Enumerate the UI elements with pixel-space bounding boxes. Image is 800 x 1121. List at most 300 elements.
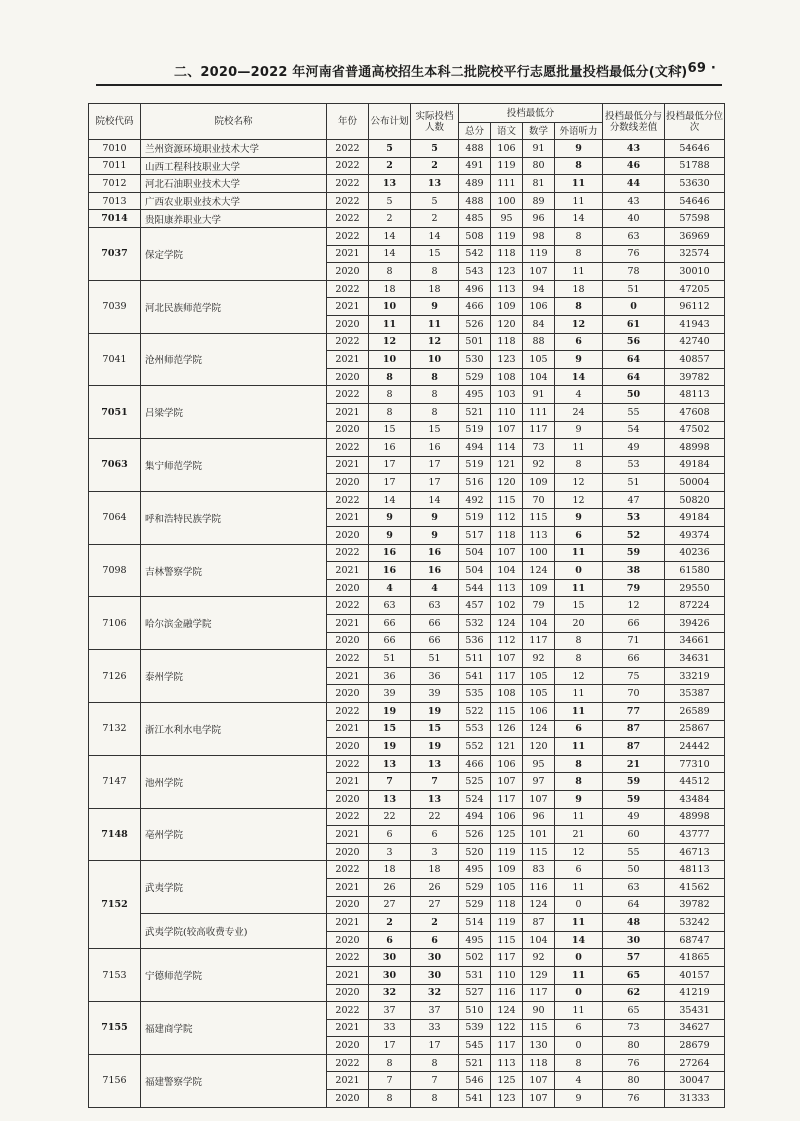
cell-math: 116 xyxy=(523,878,555,896)
cell-total: 541 xyxy=(459,1090,491,1108)
cell-math: 70 xyxy=(523,491,555,509)
cell-diff: 76 xyxy=(603,1090,665,1108)
cell-math: 115 xyxy=(523,843,555,861)
cell-math: 109 xyxy=(523,579,555,597)
cell-actual: 16 xyxy=(411,562,459,580)
cell-rank: 47608 xyxy=(665,403,725,421)
cell-year: 2022 xyxy=(327,650,369,668)
cell-listening: 8 xyxy=(555,632,603,650)
cell-rank: 40857 xyxy=(665,351,725,369)
cell-diff: 80 xyxy=(603,1072,665,1090)
cell-chinese: 105 xyxy=(491,878,523,896)
cell-math: 91 xyxy=(523,140,555,158)
cell-actual: 9 xyxy=(411,527,459,545)
header-math: 数学 xyxy=(523,123,555,140)
cell-chinese: 125 xyxy=(491,826,523,844)
cell-chinese: 118 xyxy=(491,527,523,545)
cell-year: 2021 xyxy=(327,298,369,316)
cell-year: 2022 xyxy=(327,175,369,193)
cell-diff: 44 xyxy=(603,175,665,193)
cell-rank: 46713 xyxy=(665,843,725,861)
cell-actual: 7 xyxy=(411,773,459,791)
cell-total: 542 xyxy=(459,245,491,263)
cell-plan: 14 xyxy=(369,227,411,245)
cell-year: 2021 xyxy=(327,245,369,263)
cell-code: 7153 xyxy=(89,949,141,1002)
cell-name: 山西工程科技职业大学 xyxy=(141,157,327,175)
header-plan: 公布计划 xyxy=(369,104,411,140)
cell-rank: 27264 xyxy=(665,1054,725,1072)
cell-rank: 47205 xyxy=(665,280,725,298)
cell-math: 107 xyxy=(523,1072,555,1090)
cell-plan: 6 xyxy=(369,931,411,949)
cell-rank: 50004 xyxy=(665,474,725,492)
cell-chinese: 107 xyxy=(491,650,523,668)
cell-math: 96 xyxy=(523,210,555,228)
cell-code: 7106 xyxy=(89,597,141,650)
table-row xyxy=(89,1054,725,1072)
cell-chinese: 108 xyxy=(491,685,523,703)
cell-math: 124 xyxy=(523,562,555,580)
cell-code: 7051 xyxy=(89,386,141,439)
cell-chinese: 126 xyxy=(491,720,523,738)
cell-diff: 65 xyxy=(603,1002,665,1020)
cell-listening: 11 xyxy=(555,914,603,932)
cell-year: 2020 xyxy=(327,368,369,386)
cell-year: 2022 xyxy=(327,333,369,351)
cell-year: 2022 xyxy=(327,703,369,721)
cell-actual: 9 xyxy=(411,509,459,527)
cell-listening: 11 xyxy=(555,579,603,597)
cell-year: 2021 xyxy=(327,562,369,580)
cell-code: 7012 xyxy=(89,175,141,193)
cell-plan: 2 xyxy=(369,210,411,228)
admission-table xyxy=(88,103,725,1108)
cell-chinese: 117 xyxy=(491,667,523,685)
cell-total: 541 xyxy=(459,667,491,685)
cell-actual: 8 xyxy=(411,1054,459,1072)
header-actual: 实际投档人数 xyxy=(411,104,459,140)
cell-actual: 66 xyxy=(411,615,459,633)
cell-code: 7037 xyxy=(89,227,141,280)
cell-total: 535 xyxy=(459,685,491,703)
cell-name: 保定学院 xyxy=(141,227,327,280)
header-chinese: 语文 xyxy=(491,123,523,140)
cell-diff: 51 xyxy=(603,280,665,298)
cell-diff: 55 xyxy=(603,403,665,421)
cell-code: 7155 xyxy=(89,1002,141,1055)
cell-name: 沧州师范学院 xyxy=(141,333,327,386)
cell-listening: 9 xyxy=(555,351,603,369)
cell-chinese: 123 xyxy=(491,1090,523,1108)
cell-rank: 49374 xyxy=(665,527,725,545)
cell-actual: 18 xyxy=(411,861,459,879)
cell-diff: 60 xyxy=(603,826,665,844)
cell-year: 2021 xyxy=(327,1072,369,1090)
cell-rank: 34631 xyxy=(665,650,725,668)
cell-listening: 12 xyxy=(555,474,603,492)
cell-plan: 17 xyxy=(369,474,411,492)
cell-name: 河北石油职业技术大学 xyxy=(141,175,327,193)
cell-code: 7152 xyxy=(89,861,141,949)
cell-chinese: 95 xyxy=(491,210,523,228)
cell-math: 107 xyxy=(523,263,555,281)
cell-name: 河北民族师范学院 xyxy=(141,280,327,333)
cell-listening: 9 xyxy=(555,1090,603,1108)
cell-actual: 9 xyxy=(411,298,459,316)
table-row xyxy=(89,192,725,210)
cell-chinese: 103 xyxy=(491,386,523,404)
table-row xyxy=(89,755,725,773)
cell-listening: 11 xyxy=(555,703,603,721)
cell-year: 2022 xyxy=(327,439,369,457)
cell-math: 92 xyxy=(523,456,555,474)
cell-plan: 19 xyxy=(369,703,411,721)
cell-chinese: 119 xyxy=(491,227,523,245)
cell-total: 511 xyxy=(459,650,491,668)
cell-listening: 21 xyxy=(555,826,603,844)
cell-math: 107 xyxy=(523,790,555,808)
cell-plan: 10 xyxy=(369,351,411,369)
cell-total: 543 xyxy=(459,263,491,281)
cell-code: 7147 xyxy=(89,755,141,808)
cell-math: 95 xyxy=(523,755,555,773)
cell-rank: 34627 xyxy=(665,1019,725,1037)
cell-math: 106 xyxy=(523,298,555,316)
cell-math: 107 xyxy=(523,1090,555,1108)
cell-plan: 19 xyxy=(369,738,411,756)
cell-rank: 34661 xyxy=(665,632,725,650)
cell-listening: 8 xyxy=(555,298,603,316)
cell-total: 502 xyxy=(459,949,491,967)
cell-diff: 63 xyxy=(603,878,665,896)
cell-total: 466 xyxy=(459,755,491,773)
cell-chinese: 113 xyxy=(491,579,523,597)
cell-chinese: 116 xyxy=(491,984,523,1002)
cell-actual: 66 xyxy=(411,632,459,650)
cell-total: 524 xyxy=(459,790,491,808)
cell-diff: 66 xyxy=(603,650,665,668)
cell-diff: 49 xyxy=(603,439,665,457)
cell-code: 7039 xyxy=(89,280,141,333)
cell-diff: 30 xyxy=(603,931,665,949)
cell-chinese: 124 xyxy=(491,1002,523,1020)
table-row xyxy=(89,808,725,826)
cell-total: 526 xyxy=(459,826,491,844)
header-year: 年份 xyxy=(327,104,369,140)
cell-name: 浙江水利水电学院 xyxy=(141,703,327,756)
cell-diff: 77 xyxy=(603,703,665,721)
cell-chinese: 109 xyxy=(491,861,523,879)
cell-year: 2022 xyxy=(327,280,369,298)
cell-rank: 43484 xyxy=(665,790,725,808)
cell-chinese: 118 xyxy=(491,333,523,351)
header-total: 总分 xyxy=(459,123,491,140)
cell-math: 97 xyxy=(523,773,555,791)
cell-year: 2020 xyxy=(327,315,369,333)
cell-total: 544 xyxy=(459,579,491,597)
cell-diff: 87 xyxy=(603,720,665,738)
cell-rank: 30010 xyxy=(665,263,725,281)
cell-year: 2022 xyxy=(327,386,369,404)
cell-year: 2022 xyxy=(327,755,369,773)
cell-chinese: 120 xyxy=(491,315,523,333)
header-listening: 外语听力 xyxy=(555,123,603,140)
cell-rank: 40236 xyxy=(665,544,725,562)
cell-diff: 49 xyxy=(603,808,665,826)
cell-rank: 32574 xyxy=(665,245,725,263)
cell-name: 哈尔滨金融学院 xyxy=(141,597,327,650)
cell-name: 集宁师范学院 xyxy=(141,439,327,492)
cell-chinese: 110 xyxy=(491,403,523,421)
cell-chinese: 115 xyxy=(491,491,523,509)
cell-total: 539 xyxy=(459,1019,491,1037)
cell-chinese: 119 xyxy=(491,843,523,861)
cell-year: 2020 xyxy=(327,931,369,949)
cell-year: 2020 xyxy=(327,1037,369,1055)
table-row xyxy=(89,386,725,404)
cell-diff: 0 xyxy=(603,298,665,316)
cell-total: 504 xyxy=(459,544,491,562)
cell-diff: 57 xyxy=(603,949,665,967)
cell-listening: 8 xyxy=(555,773,603,791)
cell-diff: 79 xyxy=(603,579,665,597)
cell-rank: 68747 xyxy=(665,931,725,949)
cell-plan: 32 xyxy=(369,984,411,1002)
table-body xyxy=(89,140,725,1108)
cell-actual: 32 xyxy=(411,984,459,1002)
cell-actual: 17 xyxy=(411,474,459,492)
cell-total: 519 xyxy=(459,421,491,439)
cell-total: 495 xyxy=(459,931,491,949)
cell-listening: 4 xyxy=(555,1072,603,1090)
cell-diff: 66 xyxy=(603,615,665,633)
cell-rank: 48113 xyxy=(665,861,725,879)
cell-total: 495 xyxy=(459,861,491,879)
cell-name: 吕梁学院 xyxy=(141,386,327,439)
cell-year: 2021 xyxy=(327,914,369,932)
cell-listening: 0 xyxy=(555,949,603,967)
cell-actual: 8 xyxy=(411,263,459,281)
cell-diff: 59 xyxy=(603,544,665,562)
cell-actual: 30 xyxy=(411,966,459,984)
cell-listening: 8 xyxy=(555,245,603,263)
cell-year: 2021 xyxy=(327,1019,369,1037)
cell-rank: 25867 xyxy=(665,720,725,738)
cell-plan: 16 xyxy=(369,544,411,562)
cell-code: 7156 xyxy=(89,1054,141,1107)
cell-actual: 4 xyxy=(411,579,459,597)
cell-listening: 11 xyxy=(555,1002,603,1020)
cell-rank: 28679 xyxy=(665,1037,725,1055)
cell-rank: 47502 xyxy=(665,421,725,439)
cell-plan: 9 xyxy=(369,509,411,527)
cell-math: 115 xyxy=(523,509,555,527)
cell-math: 105 xyxy=(523,351,555,369)
cell-listening: 12 xyxy=(555,843,603,861)
cell-code: 7098 xyxy=(89,544,141,597)
cell-chinese: 121 xyxy=(491,456,523,474)
cell-name: 池州学院 xyxy=(141,755,327,808)
cell-code: 7014 xyxy=(89,210,141,228)
cell-math: 106 xyxy=(523,703,555,721)
table-row xyxy=(89,914,725,932)
cell-listening: 20 xyxy=(555,615,603,633)
cell-plan: 6 xyxy=(369,826,411,844)
cell-rank: 36969 xyxy=(665,227,725,245)
cell-listening: 8 xyxy=(555,456,603,474)
cell-chinese: 120 xyxy=(491,474,523,492)
cell-total: 501 xyxy=(459,333,491,351)
cell-math: 104 xyxy=(523,931,555,949)
cell-math: 90 xyxy=(523,1002,555,1020)
cell-diff: 76 xyxy=(603,245,665,263)
cell-plan: 8 xyxy=(369,403,411,421)
cell-math: 105 xyxy=(523,667,555,685)
cell-year: 2021 xyxy=(327,509,369,527)
cell-total: 508 xyxy=(459,227,491,245)
cell-total: 488 xyxy=(459,192,491,210)
cell-math: 118 xyxy=(523,1054,555,1072)
cell-plan: 8 xyxy=(369,1054,411,1072)
cell-math: 124 xyxy=(523,720,555,738)
cell-actual: 3 xyxy=(411,843,459,861)
cell-rank: 24442 xyxy=(665,738,725,756)
header-rule xyxy=(96,84,722,86)
cell-listening: 0 xyxy=(555,1037,603,1055)
cell-year: 2021 xyxy=(327,826,369,844)
cell-chinese: 106 xyxy=(491,140,523,158)
cell-math: 117 xyxy=(523,421,555,439)
cell-listening: 6 xyxy=(555,1019,603,1037)
cell-plan: 10 xyxy=(369,298,411,316)
cell-rank: 44512 xyxy=(665,773,725,791)
cell-math: 73 xyxy=(523,439,555,457)
cell-total: 525 xyxy=(459,773,491,791)
cell-total: 532 xyxy=(459,615,491,633)
cell-actual: 8 xyxy=(411,368,459,386)
cell-math: 105 xyxy=(523,685,555,703)
cell-year: 2020 xyxy=(327,843,369,861)
cell-chinese: 112 xyxy=(491,509,523,527)
table-row xyxy=(89,491,725,509)
cell-math: 117 xyxy=(523,632,555,650)
cell-rank: 54646 xyxy=(665,192,725,210)
cell-math: 120 xyxy=(523,738,555,756)
cell-listening: 8 xyxy=(555,755,603,773)
cell-total: 519 xyxy=(459,509,491,527)
cell-total: 485 xyxy=(459,210,491,228)
cell-listening: 6 xyxy=(555,527,603,545)
cell-plan: 13 xyxy=(369,790,411,808)
cell-name: 武夷学院(较高收费专业) xyxy=(141,914,327,949)
cell-math: 96 xyxy=(523,808,555,826)
cell-diff: 64 xyxy=(603,896,665,914)
cell-math: 80 xyxy=(523,157,555,175)
cell-listening: 12 xyxy=(555,491,603,509)
cell-diff: 40 xyxy=(603,210,665,228)
cell-total: 466 xyxy=(459,298,491,316)
cell-name: 兰州资源环境职业技术大学 xyxy=(141,140,327,158)
cell-listening: 14 xyxy=(555,210,603,228)
cell-plan: 18 xyxy=(369,861,411,879)
cell-chinese: 118 xyxy=(491,896,523,914)
cell-rank: 50820 xyxy=(665,491,725,509)
cell-listening: 11 xyxy=(555,738,603,756)
cell-actual: 19 xyxy=(411,703,459,721)
cell-chinese: 109 xyxy=(491,298,523,316)
cell-plan: 30 xyxy=(369,949,411,967)
cell-total: 530 xyxy=(459,351,491,369)
cell-diff: 65 xyxy=(603,966,665,984)
cell-year: 2022 xyxy=(327,1054,369,1072)
cell-total: 529 xyxy=(459,368,491,386)
cell-diff: 75 xyxy=(603,667,665,685)
cell-diff: 53 xyxy=(603,509,665,527)
cell-rank: 96112 xyxy=(665,298,725,316)
cell-chinese: 112 xyxy=(491,632,523,650)
cell-diff: 50 xyxy=(603,386,665,404)
cell-total: 526 xyxy=(459,315,491,333)
cell-rank: 87224 xyxy=(665,597,725,615)
cell-diff: 53 xyxy=(603,456,665,474)
cell-actual: 8 xyxy=(411,386,459,404)
cell-actual: 11 xyxy=(411,315,459,333)
cell-plan: 12 xyxy=(369,333,411,351)
cell-name: 福建商学院 xyxy=(141,1002,327,1055)
cell-diff: 63 xyxy=(603,227,665,245)
cell-year: 2020 xyxy=(327,527,369,545)
cell-actual: 17 xyxy=(411,1037,459,1055)
cell-math: 115 xyxy=(523,1019,555,1037)
header-name: 院校名称 xyxy=(141,104,327,140)
cell-rank: 77310 xyxy=(665,755,725,773)
cell-listening: 8 xyxy=(555,1054,603,1072)
cell-listening: 6 xyxy=(555,861,603,879)
cell-plan: 15 xyxy=(369,720,411,738)
cell-total: 510 xyxy=(459,1002,491,1020)
cell-actual: 6 xyxy=(411,826,459,844)
cell-year: 2021 xyxy=(327,667,369,685)
cell-chinese: 115 xyxy=(491,703,523,721)
cell-chinese: 113 xyxy=(491,1054,523,1072)
table-row xyxy=(89,544,725,562)
cell-rank: 40157 xyxy=(665,966,725,984)
cell-year: 2022 xyxy=(327,949,369,967)
cell-total: 552 xyxy=(459,738,491,756)
cell-rank: 26589 xyxy=(665,703,725,721)
cell-year: 2021 xyxy=(327,351,369,369)
cell-year: 2020 xyxy=(327,984,369,1002)
table-row xyxy=(89,597,725,615)
cell-plan: 17 xyxy=(369,456,411,474)
cell-code: 7126 xyxy=(89,650,141,703)
cell-plan: 7 xyxy=(369,1072,411,1090)
cell-plan: 14 xyxy=(369,245,411,263)
cell-rank: 48998 xyxy=(665,439,725,457)
header-code: 院校代码 xyxy=(89,104,141,140)
cell-plan: 17 xyxy=(369,1037,411,1055)
cell-actual: 8 xyxy=(411,1090,459,1108)
cell-math: 130 xyxy=(523,1037,555,1055)
cell-actual: 16 xyxy=(411,439,459,457)
page-title: 二、2020—2022 年河南省普通高校招生本科二批院校平行志愿批量投档最低分(文科) xyxy=(174,65,688,80)
cell-listening: 11 xyxy=(555,685,603,703)
cell-diff: 43 xyxy=(603,140,665,158)
cell-chinese: 110 xyxy=(491,966,523,984)
cell-year: 2022 xyxy=(327,491,369,509)
cell-diff: 21 xyxy=(603,755,665,773)
